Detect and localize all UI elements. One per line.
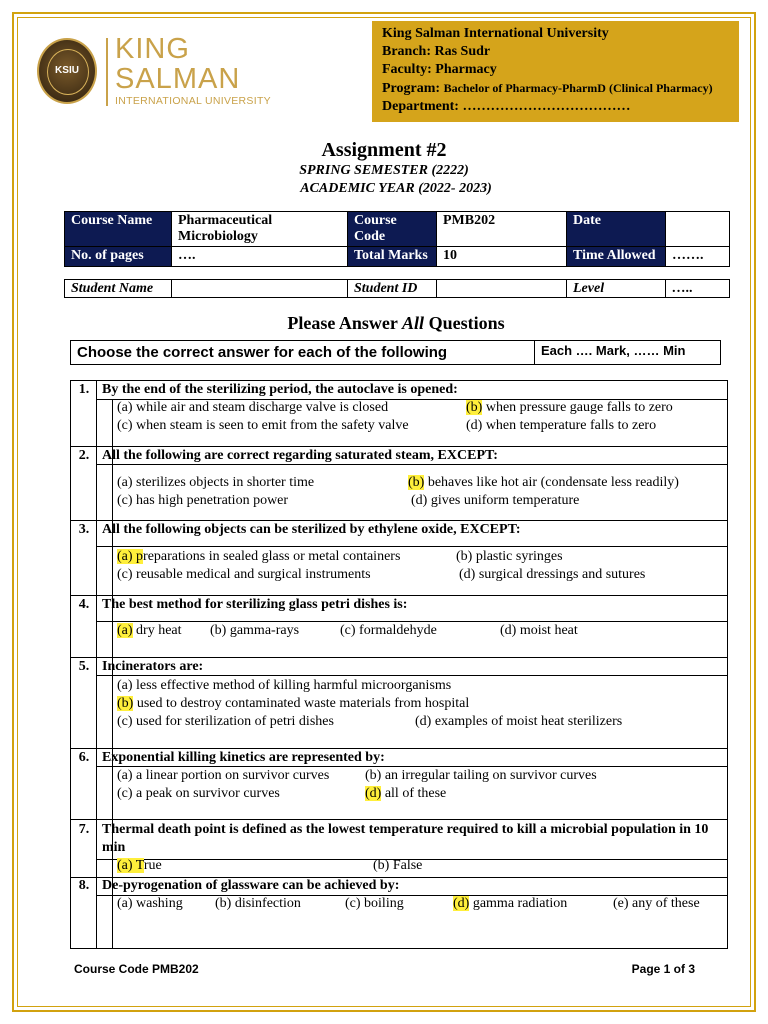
q8-option-b[interactable]: (b) disinfection: [215, 896, 301, 911]
student-name-field[interactable]: [172, 280, 348, 298]
marks-value: 10: [437, 247, 567, 267]
q6-option-c[interactable]: (c) a peak on survivor curves: [117, 786, 280, 801]
q1-option-c[interactable]: (c) when steam is seen to emit from the safety valve: [117, 418, 409, 433]
date-label: Date: [567, 212, 666, 247]
q7-option-a[interactable]: (a) True: [117, 858, 162, 873]
q5-option-d[interactable]: (d) examples of moist heat sterilizers: [415, 714, 623, 729]
section-marks: Each …. Mark, …… Min: [541, 343, 686, 358]
q3-option-d[interactable]: (d) surgical dressings and sutures: [459, 567, 646, 582]
q8-option-d[interactable]: (d) gamma radiation: [453, 896, 568, 911]
logo-salman: SALMAN: [115, 63, 241, 95]
q8-option-c[interactable]: (c) boiling: [345, 896, 404, 911]
faculty: Faculty: Pharmacy: [382, 62, 497, 77]
course-code: PMB202: [437, 212, 567, 247]
q2-option-b[interactable]: (b) behaves like hot air (condensate less readily): [408, 475, 679, 490]
q3-option-c[interactable]: (c) reusable medical and surgical instruments: [117, 567, 371, 582]
q2-option-a[interactable]: (a) sterilizes objects in shorter time: [117, 475, 315, 490]
footer-course-code: Course Code PMB202: [74, 962, 199, 976]
q4-option-b[interactable]: (b) gamma-rays: [210, 623, 300, 638]
assignment-title: Assignment #2: [321, 139, 447, 161]
course-code-label: Course Code: [348, 212, 437, 247]
q4-option-a[interactable]: (a) dry heat: [117, 623, 182, 638]
student-table: [64, 279, 730, 298]
q5-option-c[interactable]: (c) used for sterilization of petri dishes: [117, 714, 334, 729]
course-info-table: [64, 211, 730, 267]
marks-label: Total Marks: [348, 247, 437, 267]
course-name: Pharmaceutical Microbiology: [172, 212, 348, 247]
university-name: King Salman International University: [382, 26, 609, 41]
q7-option-b[interactable]: (b) False: [373, 858, 423, 873]
logo-international: INTERNATIONAL UNIVERSITY: [115, 95, 271, 107]
time-label: Time Allowed: [567, 247, 666, 267]
q8-option-e[interactable]: (e) any of these: [613, 896, 700, 911]
student-name-label: Student Name: [65, 280, 172, 298]
q6-option-b[interactable]: (b) an irregular tailing on survivor curves: [365, 768, 597, 783]
pages-value: ….: [172, 247, 348, 267]
q3-option-b[interactable]: (b) plastic syringes: [456, 549, 563, 564]
q8-option-a[interactable]: (a) washing: [117, 896, 183, 911]
date-value[interactable]: [666, 212, 730, 247]
questions-table: 1. By the end of the sterilizing period, the autoclave is opened: (a) while air and steam discharge valve is closed (b) when pressure gauge falls to zero (c) when steam is seen to emit from the safety valve (d) when temperature falls to zero 2. All the following are correct regarding saturated steam, EXCEPT: (a) sterilizes objects in shorter time (b) behaves like hot air (condensate less readily) (c) has high penetration power (d) gives uniform temperature 3. All the following objects can be sterilized by ethylene oxide, EXCEPT: (a) preparations in sealed glass or metal containers (b) plastic syringes (c) reusable medical and surgical instruments (d) surgical dressings and sutures 4. The best method for sterilizing glass petri dishes is: (a) dry heat (b) gamma-rays (c) formaldehyde (d) moist heat 5. Incinerators are: (a) less effective method of killing harmful microorganisms (b) used to destroy contaminated waste materials from hospital (c) used for sterilization of petri dishes (d) examples of moist heat sterilizers 6. Exponential killing kinetics are represented by: (a) a linear portion on survivor curves (b) an irregular tailing on survivor curves (c) a peak on survivor curves (d) all of these 7. Thermal death point is defined as the lowest temperature required to kill a microbial population in 10 min (a) True (b) False 8. De-pyrogenation of glassware can be achieved by: (a) washing (b) disinfection (c) boiling (d) gamma radiation (e) any of these: [70, 380, 728, 949]
q5-option-b[interactable]: (b) used to destroy contaminated waste materials from hospital: [117, 696, 470, 711]
q1-option-d[interactable]: (d) when temperature falls to zero: [466, 418, 657, 433]
q6-option-a[interactable]: (a) a linear portion on survivor curves: [117, 768, 330, 783]
branch: Branch: Ras Sudr: [382, 44, 491, 59]
semester: SPRING SEMESTER (2222): [299, 163, 469, 178]
university-info-box: [372, 21, 739, 122]
q1-option-b[interactable]: (b) when pressure gauge falls to zero: [466, 400, 673, 415]
footer-page-number: Page 1 of 3: [631, 962, 695, 976]
q2-option-d[interactable]: (d) gives uniform temperature: [411, 493, 580, 508]
q4-option-c[interactable]: (c) formaldehyde: [340, 623, 437, 638]
university-seal-icon: [37, 38, 97, 104]
time-value: …….: [666, 247, 730, 267]
logo-king: KING: [115, 33, 190, 65]
q5-option-a[interactable]: (a) less effective method of killing harmful microorganisms: [117, 678, 452, 693]
q4-option-d[interactable]: (d) moist heat: [500, 623, 578, 638]
pages-label: No. of pages: [65, 247, 172, 267]
student-id-label: Student ID: [348, 280, 437, 298]
program: Program: Bachelor of Pharmacy-PharmD (Clinical Pharmacy): [382, 81, 713, 96]
student-id-field[interactable]: [437, 280, 567, 298]
q6-option-d[interactable]: (d) all of these: [365, 786, 447, 801]
q2-option-c[interactable]: (c) has high penetration power: [117, 493, 289, 508]
section-instruction: Choose the correct answer for each of the following: [77, 344, 448, 361]
department: Department: ………………………………: [382, 99, 631, 114]
level-label: Level: [567, 280, 666, 298]
logo-divider: [106, 38, 108, 106]
section-header: [70, 340, 721, 365]
course-name-label: Course Name: [65, 212, 172, 247]
q3-option-a[interactable]: (a) preparations in sealed glass or metal containers: [117, 549, 401, 564]
level-value[interactable]: …..: [666, 280, 730, 298]
instruction-heading: Please Answer All Questions: [287, 313, 505, 333]
academic-year: ACADEMIC YEAR (2022- 2023): [300, 181, 492, 196]
seal-text: KSIU: [55, 65, 79, 76]
q1-option-a[interactable]: (a) while air and steam discharge valve is closed: [117, 400, 389, 415]
